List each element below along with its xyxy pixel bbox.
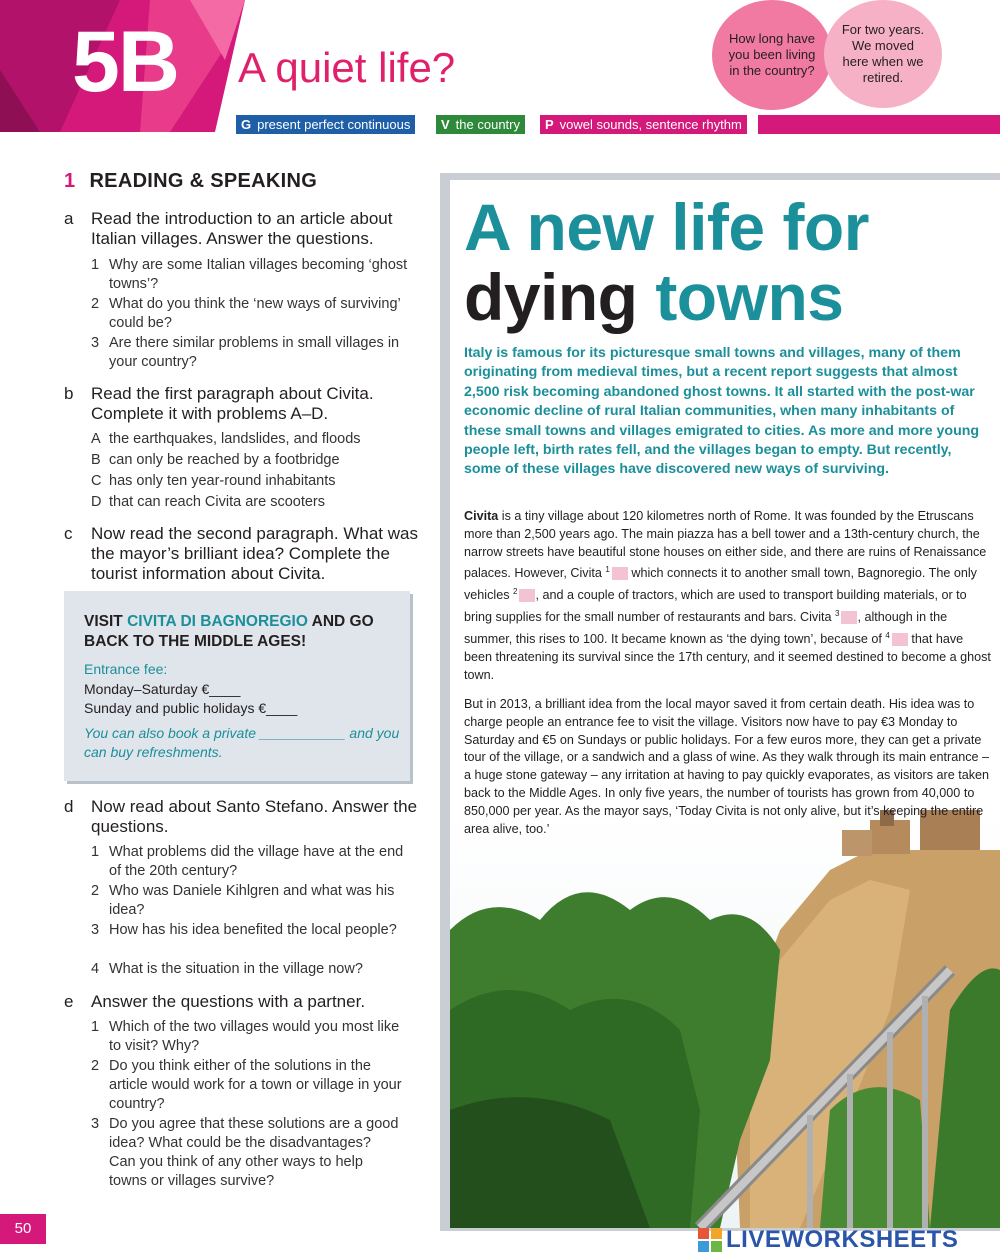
question-b: Read the first paragraph about Civita. Complete it with problems A–D. [91,384,374,423]
question-letter-e: e [64,992,74,1011]
gap-2[interactable] [519,589,535,602]
article-title-line1: A new life for [464,190,869,264]
question-e-item: 2 Do you think either of the solutions in the article would work for a town or village in your country? [91,1058,402,1112]
private-tour-text: You can also book a private ___________ and you can buy refreshments. [84,725,400,760]
tag-bar [758,115,1000,134]
question-letter-c: c [64,524,73,543]
option-d: D that can reach Civita are scooters [91,494,325,510]
speech-bubble-question: How long have you been living in the country? [712,0,832,110]
article-title-line2: dying towns [464,260,844,334]
gap-4[interactable] [892,633,908,646]
question-d-item: 4 What is the situation in the village now? [91,961,363,977]
option-c: C has only ten year-round inhabitants [91,473,336,489]
watermark: LIVEWORKSHEETS [726,1226,959,1253]
question-e-item: 3 Do you agree that these solutions are a good idea? What could be the disadvantages? Can you think of any other ways to help towns or villages survive? [91,1116,399,1189]
question-a-item: 2 What do you think the ‘new ways of surviving’ could be? [91,296,401,331]
question-letter-a: a [64,209,74,228]
grammar-tag: G present perfect continuous [236,115,415,134]
question-d: Now read about Santo Stefano. Answer the questions. [91,797,418,836]
speech-bubble-answer: For two years. We moved here when we retired. [824,0,942,108]
question-c: Now read the second paragraph. What was the mayor’s brilliant idea? Complete the tourist information about Civita. [91,524,418,583]
article-paragraph-1: Civita is a tiny village about 120 kilometres north of Rome. It was founded by the Etruscans more than 2,500 years ago. The main piazza has a bell tower and a 13th-century church, the narrow streets have beautiful stone houses on either side, and there are ruins of Renaissance palaces. However, Civita $^1$ which connects it to another small town, Bagnoregio. The only vehicles $^2$ , and a couple of tractors, which are used to transport building materials, or to bring supplies for the small number of restaurants and bars. Civita $^3$ , although in the summer, this rises to 100. It became known as ‘the dying town’, because of $^4$ that have been threatening its survival since the 17th century, and it seemed destined to become a ghost town. [464,509,991,683]
question-d-item: 1 What problems did the village have at the end of the 20th century? [91,844,404,879]
gap-1[interactable] [612,567,628,580]
question-a: Read the introduction to an article about Italian villages. Answer the questions. [91,209,393,248]
entrance-fee-label: Entrance fee: [84,661,168,677]
vocabulary-tag: V the country [436,115,525,134]
question-d-item: 2 Who was Daniele Kihlgren and what was his idea? [91,883,395,918]
question-e-item: 1 Which of the two villages would you most like to visit? Why? [91,1019,400,1054]
question-a-item: 3 Are there similar problems in small villages in your country? [91,335,400,370]
pronunciation-tag: P vowel sounds, sentence rhythm [540,115,747,134]
info-box-title: VISIT CIVITA DI BAGNOREGIO AND GO BACK TO THE MIDDLE AGES! [84,613,374,650]
option-b: B can only be reached by a footbridge [91,452,340,468]
question-letter-b: b [64,384,74,403]
option-a: A the earthquakes, landslides, and floods [91,431,361,447]
section-title: 1 READING & SPEAKING [64,170,318,192]
question-letter-d: d [64,797,74,816]
fee-monday-saturday: Monday–Saturday €____ [84,681,241,697]
question-d-item: 3 How has his idea benefited the local people? [91,922,397,938]
article-intro: Italy is famous for its picturesque small towns and villages, many of them originating from medieval times, but a recent report suggests that almost 2,500 risk becoming abandoned ghost towns. It all started with the post-war economic decline of rural Italian communities, when many inhabitants of these small towns and villages emigrated to cities. As more and more young people left, birth rates fell, and the villages began to empty. But recently, some of these villages have discovered new ways of surviving. [464,345,980,478]
gap-3[interactable] [841,611,857,624]
unit-number: 5B [72,14,178,110]
article-paragraph-2: But in 2013, a brilliant idea from the local mayor saved it from certain death. His idea was to charge people an entrance fee to visit the village. Visitors now have to pay €3 Monday to Saturday and €5 on Sundays or public holidays. For a few euros more, they can get a private tour of the village, or a sandwich and a glass of wine. As they walk through its main entrance – a huge stone gateway – any irritation at having to pay quickly evaporates, as visitors are taken back to the Middle Ages. In only five years, the number of tourists has grown from 40,000 to 850,000 per year. As the mayor says, ‘Today Civita is not only alive, but it’s keeping the entire area alive, too.’ [464,697,990,836]
unit-title: A quiet life? [238,44,456,91]
fee-sunday-holidays: Sunday and public holidays €____ [84,700,298,716]
question-e: Answer the questions with a partner. [91,992,366,1011]
civita-photo [450,810,1000,1228]
liveworksheets-logo-icon [698,1228,722,1252]
page-number: 50 [0,1214,46,1244]
question-a-item: 1 Why are some Italian villages becoming ‘ghost towns’? [91,257,408,292]
